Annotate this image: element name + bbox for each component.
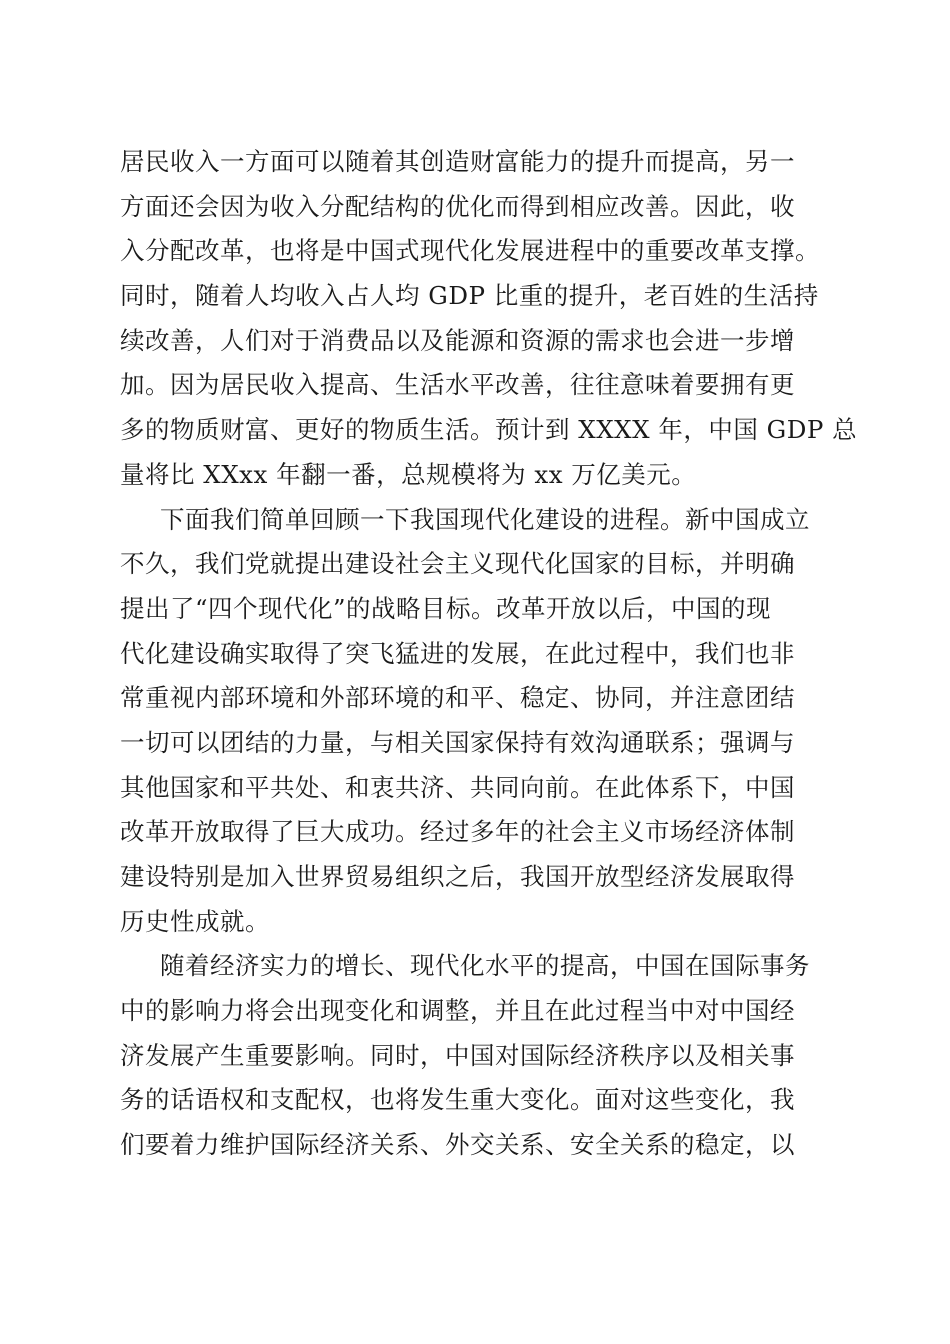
text-line: 多的物质财富、更好的物质生活。预计到 XXXX 年，中国 GDP 总 [120,415,858,445]
text-line: 中的影响力将会出现变化和调整，并且在此过程当中对中国经 [120,996,795,1026]
text-line: 们要着力维护国际经济关系、外交关系、安全关系的稳定，以 [120,1130,795,1160]
paragraph-2 [120,498,840,945]
text-line: 随着经济实力的增长、现代化水平的提高，中国在国际事务 [160,951,810,981]
text-line: 济发展产生重要影响。同时，中国对国际经济秩序以及相关事 [120,1040,795,1070]
text-line: 方面还会因为收入分配结构的优化而得到相应改善。因此，收 [120,191,795,221]
text-line: 续改善，人们对于消费品以及能源和资源的需求也会进一步增 [120,325,795,355]
text-line: 下面我们简单回顾一下我国现代化建设的进程。新中国成立 [160,504,810,534]
text-line: 建设特别是加入世界贸易组织之后，我国开放型经济发展取得 [120,862,795,891]
text-line: 代化建设确实取得了突飞猛进的发展，在此过程中，我们也非 [120,638,795,668]
text-line: 不久，我们党就提出建设社会主义现代化国家的目标，并明确 [120,549,795,579]
text-line: 提出了“四个现代化”的战略目标。改革开放以后，中国的现 [120,593,772,623]
text-line: 入分配改革，也将是中国式现代化发展进程中的重要改革支撑。 [120,236,820,266]
paragraph-1 [120,140,858,498]
text-line: 量将比 XXxx 年翻一番，总规模将为 xx 万亿美元。 [120,459,697,489]
text-line: 历史性成就。 [120,906,270,936]
text-line: 常重视内部环境和外部环境的和平、稳定、协同，并注意团结 [120,683,795,713]
text-line: 居民收入一方面可以随着其创造财富能力的提升而提高，另一 [120,147,795,176]
text-line: 加。因为居民收入提高、生活水平改善，往往意味着要拥有更 [120,370,795,400]
paragraph-3 [120,944,840,1167]
document-body [120,140,858,1168]
text-line: 同时，随着人均收入占人均 GDP 比重的提升，老百姓的生活持 [120,281,819,311]
text-line: 改革开放取得了巨大成功。经过多年的社会主义市场经济体制 [120,817,795,847]
text-line: 一切可以团结的力量，与相关国家保持有效沟通联系；强调与 [120,727,795,757]
text-line: 务的话语权和支配权，也将发生重大变化。面对这些变化，我 [120,1085,795,1115]
text-line: 其他国家和平共处、和衷共济、共同向前。在此体系下，中国 [120,772,795,802]
